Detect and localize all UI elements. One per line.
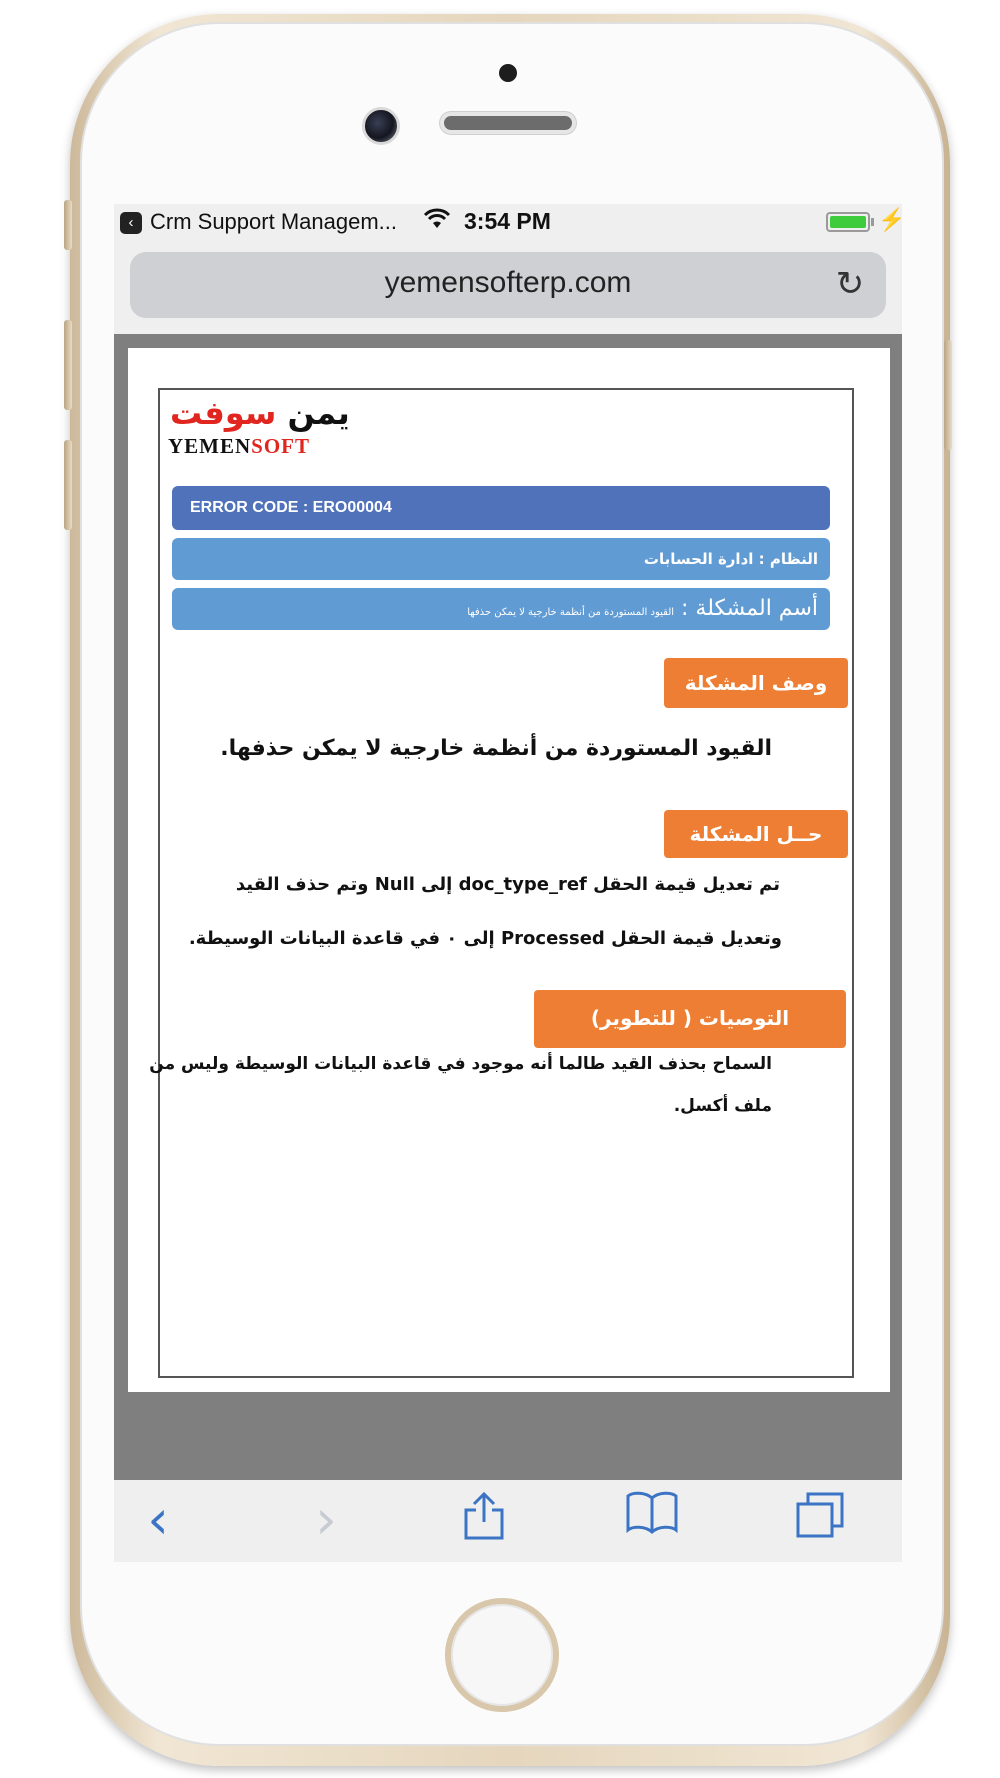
system-bar: النظام : ادارة الحسابات <box>172 538 830 580</box>
problem-name-label: أسم المشكلة : <box>674 596 818 621</box>
back-to-app-label[interactable]: Crm Support Managem... <box>150 209 397 234</box>
mute-switch <box>64 200 72 250</box>
recommendations-line-2: ملف أكسل. <box>673 1096 772 1116</box>
logo-english-red: SOFT <box>251 434 311 458</box>
forward-icon[interactable]: › <box>315 1488 337 1551</box>
error-code-bar: ERROR CODE : ERO00004 <box>172 486 830 530</box>
volume-up-button <box>64 320 72 410</box>
power-button <box>944 340 952 450</box>
web-page <box>128 348 890 1392</box>
charging-icon: ⚡ <box>878 207 906 232</box>
back-to-app-icon[interactable]: ‹ <box>120 212 142 234</box>
description-text: القيود المستوردة من أنظمة خارجية لا يمكن حذفها. <box>220 736 772 761</box>
wifi-icon <box>424 208 450 236</box>
front-camera <box>362 107 400 145</box>
url-text[interactable]: yemensofterp.com <box>384 266 632 299</box>
recommendations-header: التوصيات ( للتطوير) <box>534 990 846 1048</box>
status-bar <box>114 204 906 240</box>
description-header: وصف المشكلة <box>664 658 848 708</box>
error-document <box>149 388 854 1378</box>
battery-terminal <box>871 218 874 226</box>
solution-line-1: تم تعديل قيمة الحقل doc_type_ref إلى Null وتم حذف القيد <box>235 874 780 895</box>
logo-english <box>168 434 310 459</box>
address-bar[interactable] <box>130 252 886 318</box>
share-icon[interactable] <box>454 1490 514 1550</box>
battery-icon <box>826 212 870 232</box>
browser-address-area <box>114 240 902 334</box>
logo-arabic-black: يمن <box>276 394 350 432</box>
volume-down-button <box>64 440 72 530</box>
phone-screen <box>114 204 906 1562</box>
solution-line-2: وتعديل قيمة الحقل Processed إلى ٠ في قاعدة البيانات الوسيطة. <box>188 928 782 949</box>
logo-arabic-red: سوفت <box>170 394 277 432</box>
battery-level <box>830 216 866 228</box>
home-button[interactable] <box>445 1598 559 1712</box>
clock: 3:54 PM <box>464 208 551 234</box>
back-icon[interactable]: ‹ <box>147 1488 169 1551</box>
recommendations-line-1: السماح بحذف القيد طالما أنه موجود في قاعدة البيانات الوسيطة وليس من <box>149 1054 772 1074</box>
bookmarks-icon[interactable] <box>622 1490 682 1550</box>
reload-icon[interactable]: ↻ <box>835 264 865 304</box>
proximity-sensor <box>499 64 517 82</box>
logo-arabic <box>170 394 350 432</box>
problem-name-bar <box>172 588 830 630</box>
logo-english-black: YEMEN <box>168 434 252 458</box>
tabs-icon[interactable] <box>790 1490 850 1550</box>
solution-header: حــل المشكلة <box>664 810 848 858</box>
problem-name-value: القيود المستوردة من أنظمة خارجية لا يمكن حذفها <box>467 607 675 618</box>
browser-toolbar <box>114 1480 902 1562</box>
earpiece-speaker <box>440 112 576 134</box>
